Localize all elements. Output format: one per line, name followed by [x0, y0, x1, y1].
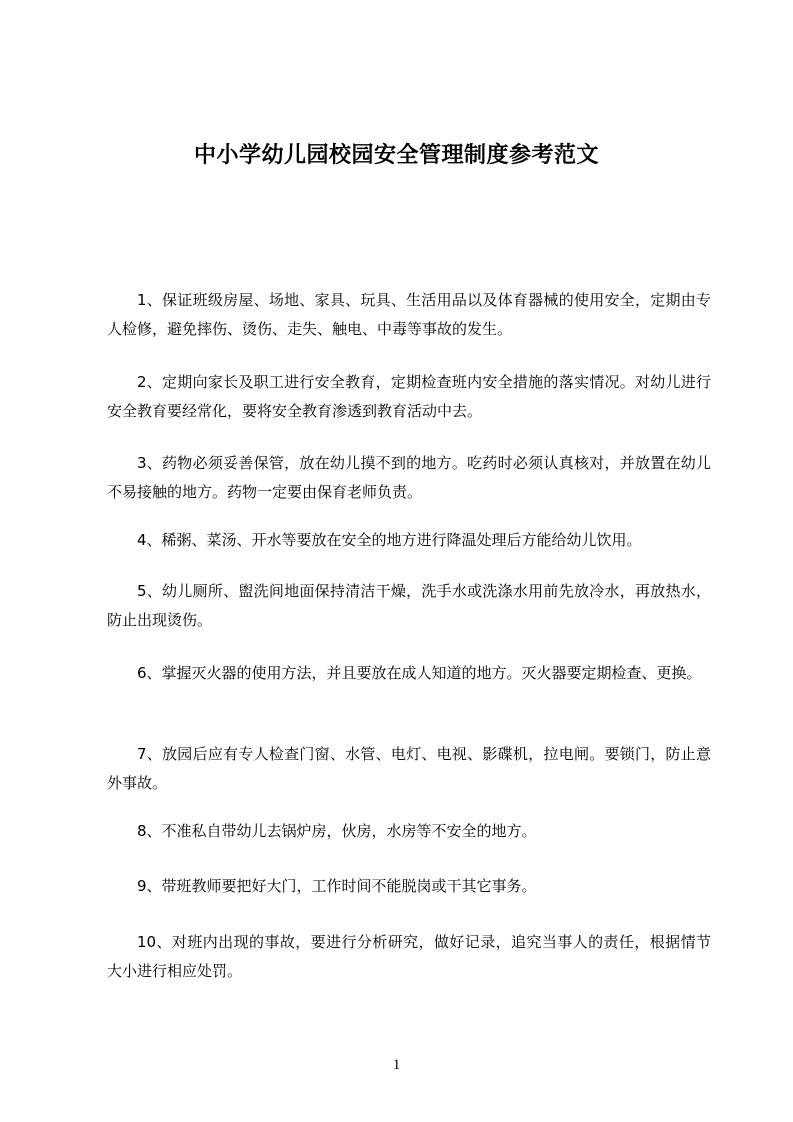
rule-paragraph-1: 1、保证班级房屋、场地、家具、玩具、生活用品以及体育器械的使用安全，定期由专人检修，避免摔伤、烫伤、走失、触电、中毒等事故的发生。 [107, 291, 711, 338]
rule-paragraph-6: 6、掌握灭火器的使用方法，并且要放在成人知道的地方。灭火器要定期检查、更换。 [137, 664, 702, 682]
page-number: 1 [392, 1057, 401, 1073]
rule-paragraph-5: 5、幼儿厕所、盥洗间地面保持清洁干燥，洗手水或洗涤水用前先放冷水，再放热水，防止出现烫伤。 [107, 582, 711, 629]
rule-paragraph-3: 3、药物必须妥善保管，放在幼儿摸不到的地方。吃药时必须认真核对，并放置在幼儿不易接触的地方。药物一定要由保育老师负责。 [107, 454, 711, 501]
rule-paragraph-8: 8、不准私自带幼儿去锅炉房，伙房，水房等不安全的地方。 [137, 822, 537, 840]
rule-paragraph-9: 9、带班教师要把好大门，工作时间不能脱岗或干其它事务。 [137, 877, 537, 895]
rule-paragraph-2: 2、定期向家长及职工进行安全教育，定期检查班内安全措施的落实情况。对幼儿进行安全教育要经常化，要将安全教育渗透到教育活动中去。 [107, 373, 711, 420]
rule-paragraph-4: 4、稀粥、菜汤、开水等要放在安全的地方进行降温处理后方能给幼儿饮用。 [137, 531, 642, 549]
document-title: 中小学幼儿园校园安全管理制度参考范文 [193, 143, 599, 168]
rule-paragraph-10: 10、对班内出现的事故，要进行分析研究，做好记录，追究当事人的责任，根据情节大小进行相应处罚。 [107, 933, 711, 980]
rule-paragraph-7: 7、放园后应有专人检查门窗、水管、电灯、电视、影碟机，拉电闸。要锁门，防止意外事故。 [107, 745, 711, 792]
